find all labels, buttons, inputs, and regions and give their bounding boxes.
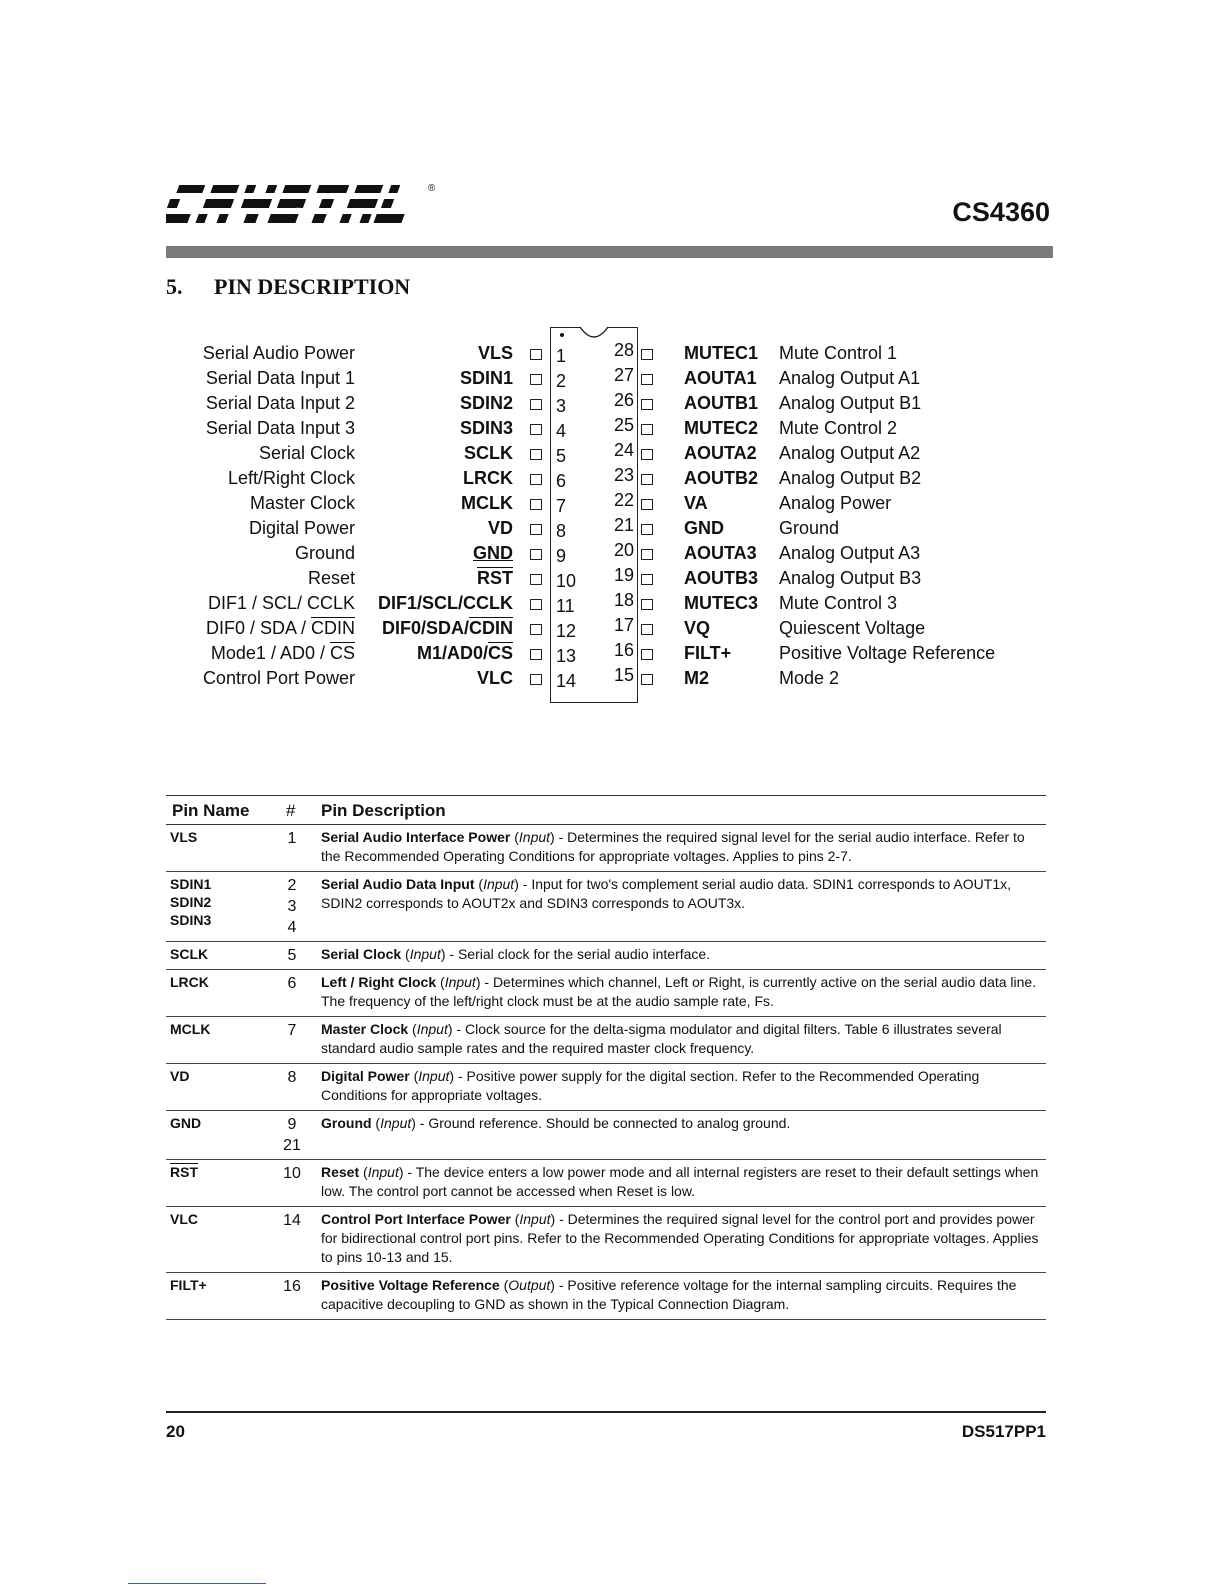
pin-names [170,1276,207,1294]
pin-number: 7 [287,1022,297,1039]
description-title: Reset [321,1164,360,1180]
pin-box-left [530,499,542,510]
pin-name-right: AOUTA3 [684,543,757,563]
pin-number: 2 [287,877,297,894]
header-rule [166,246,1053,258]
pin-names [170,1163,198,1181]
pin-name-left: SDIN3 [459,418,513,438]
description-text: Positive power supply for the digital section. Refer to the Recommended Operating Conditions for appropriate voltages. [321,1068,980,1103]
pin-desc-left: Ground [294,543,355,563]
pin-box-right [641,449,653,460]
table-row [166,1207,1046,1273]
description-text: Determines which channel, Left or Right, is currently active on the serial audio data line. The frequency of the left/right clock must be at the audio sample rate, Fs. [321,974,1037,1009]
pin-name: GND [170,1115,202,1131]
table-row [166,1064,1046,1111]
pin-name: MCLK [170,1021,211,1037]
description-title: Serial Clock [321,946,402,962]
pin-name: SDIN2 [170,894,212,910]
pin-number-left: 9 [556,546,567,566]
pin-description: Ground (Input) - Ground reference. Should be connected to analog ground. [321,1115,791,1131]
pin-desc-left: Serial Audio Power [202,343,355,363]
pin-desc-right: Mode 2 [779,668,840,688]
section-title: PIN DESCRIPTION [214,274,411,299]
header-pin-number: # [286,801,296,820]
pin-desc-right: Quiescent Voltage [779,618,926,638]
pin-desc-right: Positive Voltage Reference [779,643,996,663]
pin-number-right: 24 [613,440,634,460]
description-text: The device enters a low power mode and all internal registers are reset to their default settings when low. The control port cannot be accessed when Reset is low. [321,1164,1039,1199]
pin-box-left [530,524,542,535]
pin-desc-left: DIF0 / SDA / CDIN [205,618,355,638]
pin-box-right [641,599,653,610]
pin-box-left [530,649,542,660]
description-io-type: Input [483,876,515,892]
pin-names [170,973,209,991]
pin-box-right [641,349,653,360]
pin-name-right: VA [684,493,708,513]
description-io-type: Input [444,974,476,990]
pin-box-left [530,474,542,485]
description-title: Ground [321,1115,372,1131]
crystal-logo [166,183,428,225]
pin-description: Master Clock (Input) - Clock source for the delta-sigma modulator and digital filters. Table 6 illustrates several standard audio sample rates and the required master clock frequency. [321,1021,1002,1056]
description-title: Digital Power [321,1068,410,1084]
pin-desc-left: Serial Data Input 3 [205,418,355,438]
description-io-type: Output [508,1277,551,1293]
pin-number-left: 4 [556,421,567,441]
pin-name: $\overline{RST}$ [170,1164,198,1180]
pin-name-left: VLS [477,343,513,363]
table-row [166,942,1046,970]
description-io-type: Input [367,1164,399,1180]
logo-text: CRYSTAL [296,208,301,209]
description-title: Serial Audio Data Input [321,876,475,892]
pin-number-right: 15 [613,665,634,685]
pin-desc-left: Left/Right Clock [227,468,355,488]
pin-number-right: 19 [613,565,634,585]
pin-name-right: MUTEC3 [684,593,759,613]
pin-description: Serial Clock (Input) - Serial clock for the serial audio interface. [321,946,711,962]
pin-number-right: 28 [613,340,634,360]
pin-box-right [641,574,653,585]
pin-numbers [274,1163,310,1184]
document-id: DS517PP1 [961,1422,1046,1441]
footer-rule [166,1411,1046,1413]
page-number: 20 [166,1422,185,1441]
pin-names [170,1114,201,1132]
pin-number: 8 [287,1069,297,1086]
pin-desc-right: Analog Output A2 [779,443,921,463]
pin-box-left [530,549,542,560]
table-row [166,872,1046,942]
table-body [166,825,1046,1320]
pin-name-right: AOUTB1 [684,393,759,413]
pin-number: 1 [287,830,297,847]
pin-name-left: MCLK [461,493,513,513]
pin-number: 6 [287,975,297,992]
description-text: Ground reference. Should be connected to analog ground. [428,1115,791,1131]
section-heading [166,274,410,300]
pin-number-right: 20 [613,540,634,560]
pin-box-left [530,399,542,410]
pin-box-right [641,549,653,560]
description-title: Control Port Interface Power [321,1211,511,1227]
description-text: Determines the required signal level for the control port and provides power for bidirectional control port pins. Refer to the Recommended Operating Conditions for appropriate voltages. Applies to pins 10-13 and 15. [321,1211,1039,1265]
section-number: 5. [166,274,183,299]
table-header [166,795,1046,825]
pin-name-left: DIF0/SDA/CDIN [381,618,513,638]
pin-description: Positive Voltage Reference (Output) - Positive reference voltage for the internal sampling circuits. Requires the capacitive decoupling to GND as shown in the Typical Connection Diagram. [321,1277,1017,1312]
description-text: Determines the required signal level for the serial audio interface. Refer to the Recommended Operating Conditions for appropriate voltages. Applies to pins 2-7. [321,829,1025,864]
pin-names [170,1067,189,1085]
pin-name-right: AOUTA1 [684,368,757,388]
table-row [166,825,1046,872]
pin-name-right: AOUTB2 [684,468,759,488]
pin-description: Serial Audio Interface Power (Input) - Determines the required signal level for the serial audio interface. Refer to the Recommended Operating Conditions for appropriate voltages. Applies to pins 2-7. [321,829,1025,864]
pin-desc-right: Mute Control 2 [779,418,898,438]
description-title: Left / Right Clock [321,974,437,990]
pin-name: FILT+ [170,1277,207,1293]
pin-numbers [274,1067,310,1088]
pin-number-left: 5 [556,446,567,466]
pin-desc-right: Analog Power [779,493,892,513]
pin-name-left: VD [487,518,513,538]
pin-box-left [530,424,542,435]
table-row [166,1111,1046,1160]
pin-name: VLS [170,829,198,845]
pin-description: Left / Right Clock (Input) - Determines which channel, Left or Right, is currently active on the serial audio data line. The frequency of the left/right clock must be at the audio sample rate, Fs. [321,974,1037,1009]
pin-name-left: SDIN2 [459,393,513,413]
pin-number-right: 27 [613,365,634,385]
pin-box-right [641,424,653,435]
pin-box-left [530,374,542,385]
pin-description: Digital Power (Input) - Positive power supply for the digital section. Refer to the Recommended Operating Conditions for appropriate voltages. [321,1068,980,1103]
pin-name-left: DIF1/SCL/CCLK [378,593,513,613]
pin-box-right [641,624,653,635]
pin-desc-right: Analog Output A3 [779,543,921,563]
pin-desc-left: Digital Power [248,518,355,538]
description-text: Serial clock for the serial audio interface. [457,946,711,962]
pin-name: SDIN3 [170,912,212,928]
pin-number: 10 [283,1165,301,1182]
description-title: Serial Audio Interface Power [321,829,511,845]
pin-number-right: 21 [613,515,634,535]
pin-number-left: 2 [556,371,567,391]
pin-number: 14 [283,1212,301,1229]
pin-name-right: M2 [684,668,710,688]
pin-numbers [274,828,310,849]
pin-desc-left: Master Clock [249,493,355,513]
pin-name-left: $M1/AD0/\overline{CS}$ [416,643,513,663]
pin-box-left [530,674,542,685]
pin-box-right [641,524,653,535]
pin-name-right: MUTEC1 [684,343,759,363]
pin-description: Reset (Input) - The device enters a low power mode and all internal registers are reset to their default settings when low. The control port cannot be accessed when Reset is low. [321,1164,1039,1199]
description-text: Positive reference voltage for the internal sampling circuits. Requires the capacitive decoupling to GND as shown in the Typical Connection Diagram. [321,1277,1017,1312]
description-io-type: Input [380,1115,412,1131]
pin-number-left: 13 [556,646,577,666]
pin-box-left [530,349,542,360]
pin-desc-left: DIF1 / SCL/ CCLK [207,593,355,613]
pin-table [166,795,1046,1320]
pin-name-right: VQ [684,618,711,638]
pin-number-left: 8 [556,521,567,541]
pin-numbers [274,973,310,994]
table-row [166,1160,1046,1207]
pin-box-right [641,374,653,385]
pin-name-left: SDIN1 [459,368,513,388]
pin-number-right: 18 [613,590,634,610]
description-io-type: Input [519,1211,551,1227]
pin-box-right [641,499,653,510]
pin-numbers [274,945,310,966]
pin-box-right [641,649,653,660]
pin-number-right: 26 [613,390,634,410]
pin-box-left [530,449,542,460]
pin-name-right: FILT+ [684,643,732,663]
pin-desc-left: Serial Data Input 1 [205,368,355,388]
pin-names [170,945,208,963]
pin-number: 3 [287,898,297,915]
pin-name: SDIN1 [170,876,212,892]
pin-names [170,875,211,929]
pin-numbers [274,875,310,938]
pin-numbers [274,1114,310,1156]
pin-desc-left: Control Port Power [202,668,355,688]
pin-number: 16 [283,1278,301,1295]
pin-name-right: GND [684,518,724,538]
header-pin-description: Pin Description [321,801,446,820]
pin-name-left: VLC [477,668,513,688]
table-row [166,970,1046,1017]
pin-desc-right: Analog Output B3 [779,568,922,588]
pin-name-left: LRCK [463,468,513,488]
pin-number-right: 16 [613,640,634,660]
pin-desc-right: Analog Output B1 [779,393,922,413]
pin-desc-right: Mute Control 3 [779,593,898,613]
pin-name: VD [170,1068,190,1084]
pin-name: LRCK [170,974,209,990]
pin-number-left: 3 [556,396,567,416]
pin-name-right: AOUTA2 [684,443,757,463]
description-title: Master Clock [321,1021,409,1037]
table-row [166,1273,1046,1320]
pin-desc-left: Mode1 / $AD0 / \overline{CS}$ [210,643,355,663]
pin-number-left: 6 [556,471,567,491]
pin-number-right: 22 [613,490,634,510]
pin-number-right: 23 [613,465,634,485]
pin-number-left: 12 [556,621,577,641]
table-row [166,1017,1046,1064]
pin-number-left: 7 [556,496,567,516]
pin-box-left [530,574,542,585]
pin-desc-left: Serial Data Input 2 [205,393,355,413]
pin-box-right [641,674,653,685]
pin-desc-right: Analog Output A1 [779,368,921,388]
pin-box-left [530,599,542,610]
description-io-type: Input [418,1068,450,1084]
description-text: Input for two's complement serial audio data. SDIN1 corresponds to AOUT1x, SDIN2 corresponds to AOUT2x and SDIN3 corresponds to AOUT3x. [321,876,1011,911]
pin-name: VLC [170,1211,198,1227]
pin-name: SCLK [170,946,209,962]
pin-number-left: 11 [556,596,575,616]
pin-names [170,1210,198,1228]
pin-name-left: SCLK [464,443,513,463]
description-text: Clock source for the delta-sigma modulator and digital filters. Table 6 illustrates several standard audio sample rates and the required master clock frequency. [321,1021,1002,1056]
pin-desc-right: Mute Control 1 [779,343,898,363]
pin-number-right: 17 [613,615,634,635]
pin-names [170,1020,210,1038]
pin-desc-left: Serial Clock [258,443,355,463]
pin-desc-right: Analog Output B2 [779,468,922,488]
description-io-type: Input [518,829,551,845]
description-io-type: Input [416,1021,448,1037]
pin-names [170,828,197,846]
pin-numbers [274,1276,310,1297]
pin-desc-left: Reset [307,568,355,588]
header-pin-name: Pin Name [172,801,250,820]
pin-description: Serial Audio Data Input (Input) - Input for two's complement serial audio data. SDIN1 corresponds to AOUT1x, SDIN2 corresponds to AOUT2x and SDIN3 corresponds to AOUT3x. [321,876,1011,911]
pin-numbers [274,1020,310,1041]
pin-box-right [641,474,653,485]
pin-name-right: AOUTB3 [684,568,759,588]
pin-number-left: 1 [556,346,567,366]
pin-desc-right: Ground [779,518,840,538]
registered-mark: ® [428,183,436,194]
bottom-link-line [128,1583,266,1584]
pin-number-left: 14 [556,671,577,691]
pin-number: 9 [287,1116,297,1133]
pin-number-left: 10 [556,571,577,591]
pin-number: 21 [283,1137,301,1154]
part-number: CS4360 [952,197,1050,227]
description-io-type: Input [409,946,441,962]
pin-name-left: $\overline{RST}$ [477,568,513,588]
pin-name-right: MUTEC2 [684,418,759,438]
pin-description: Control Port Interface Power (Input) - Determines the required signal level for the control port and provides power for bidirectional control port pins. Refer to the Recommended Operating Conditions for appropriate voltages. Applies to pins 10-13 and 15. [321,1211,1039,1265]
pin-box-left [530,624,542,635]
pin-name-left: GND [473,543,513,563]
pin-numbers [274,1210,310,1231]
pin-number: 4 [287,919,297,936]
description-title: Positive Voltage Reference [321,1277,500,1293]
pin-number-right: 25 [613,415,634,435]
pin-box-right [641,399,653,410]
pin-number: 5 [287,947,297,964]
